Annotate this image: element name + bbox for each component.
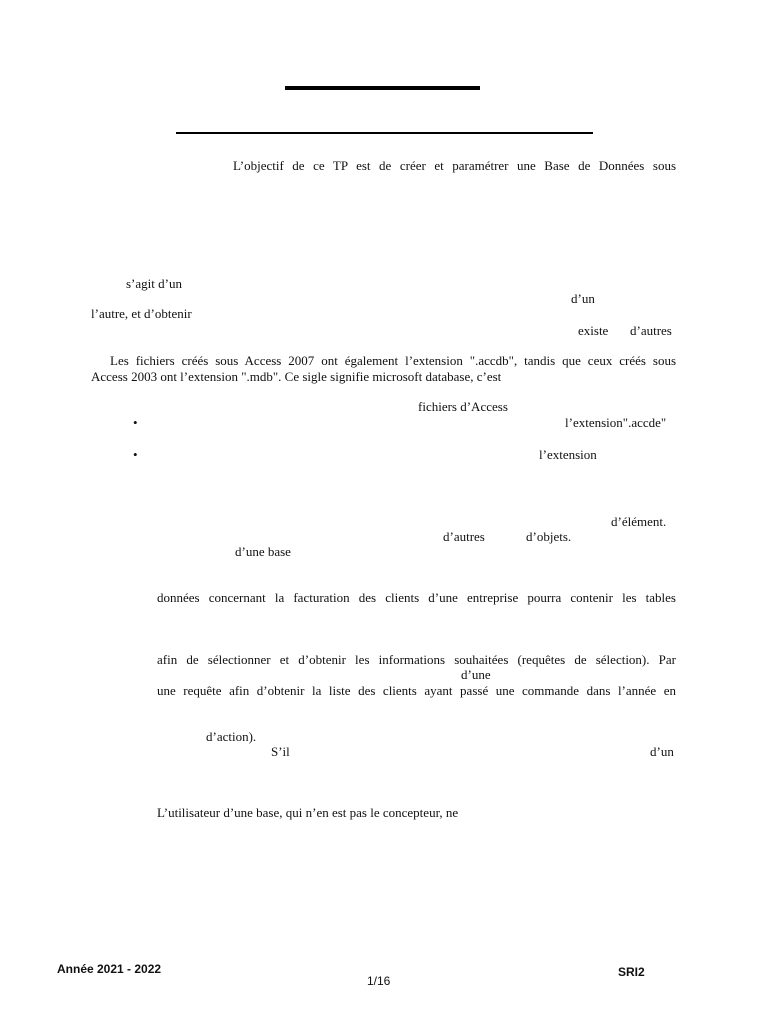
- objective-line: L’objectif de ce TP est de créer et paramétrer une Base de Données sous: [233, 158, 676, 173]
- fragment-d-objets: d’objets.: [526, 529, 572, 544]
- fragment-d-autres: d’autres: [630, 323, 672, 338]
- line-utilisateur: L’utilisateur d’une base, qui n’en est pas le concepteur, ne: [157, 805, 459, 820]
- fragment-existe: existe: [578, 323, 609, 338]
- fragment-d-action: d’action).: [206, 729, 257, 744]
- fragment-fichiers-access: fichiers d’Access: [418, 399, 508, 414]
- footer-class: SRI2: [618, 965, 645, 979]
- fragment-ext-accde: l’extension".accde": [565, 415, 667, 430]
- paragraph-files-line-2: Access 2003 ont l’extension ".mdb". Ce sigle signifie microsoft database, c’est: [91, 369, 502, 384]
- title-rule: [285, 86, 480, 90]
- fragment-l-autre: l’autre, et d’obtenir: [91, 306, 192, 321]
- fragment-d-autres-2: d’autres: [443, 529, 485, 544]
- fragment-s-il: S’il: [271, 744, 290, 759]
- line-requete: une requête afin d’obtenir la liste des clients ayant passé une commande dans l’année en: [157, 683, 676, 698]
- bullet-2: •: [133, 447, 138, 462]
- fragment-d-un-2: d’un: [650, 744, 674, 759]
- footer-page-number: 1/16: [367, 974, 391, 988]
- fragment-d-element: d’élément.: [611, 514, 667, 529]
- fragment-d-une: d’une: [461, 667, 491, 682]
- paragraph-files-line-1: Les fichiers créés sous Access 2007 ont également l’extension ".accdb", tandis que ceux créés sous: [110, 353, 676, 368]
- subtitle-rule: [176, 132, 593, 134]
- line-selection: afin de sélectionner et d’obtenir les informations souhaitées (requêtes de sélection). Par: [157, 652, 676, 667]
- footer-year: Année 2021 - 2022: [57, 962, 162, 976]
- bullet-1: •: [133, 415, 138, 430]
- line-facturation: données concernant la facturation des clients d’une entreprise pourra contenir les tables: [157, 590, 676, 605]
- fragment-extension: l’extension: [539, 447, 597, 462]
- fragment-s-agit: s’agit d’un: [126, 276, 182, 291]
- fragment-d-une-base: d’une base: [235, 544, 291, 559]
- fragment-d-un: d’un: [571, 291, 595, 306]
